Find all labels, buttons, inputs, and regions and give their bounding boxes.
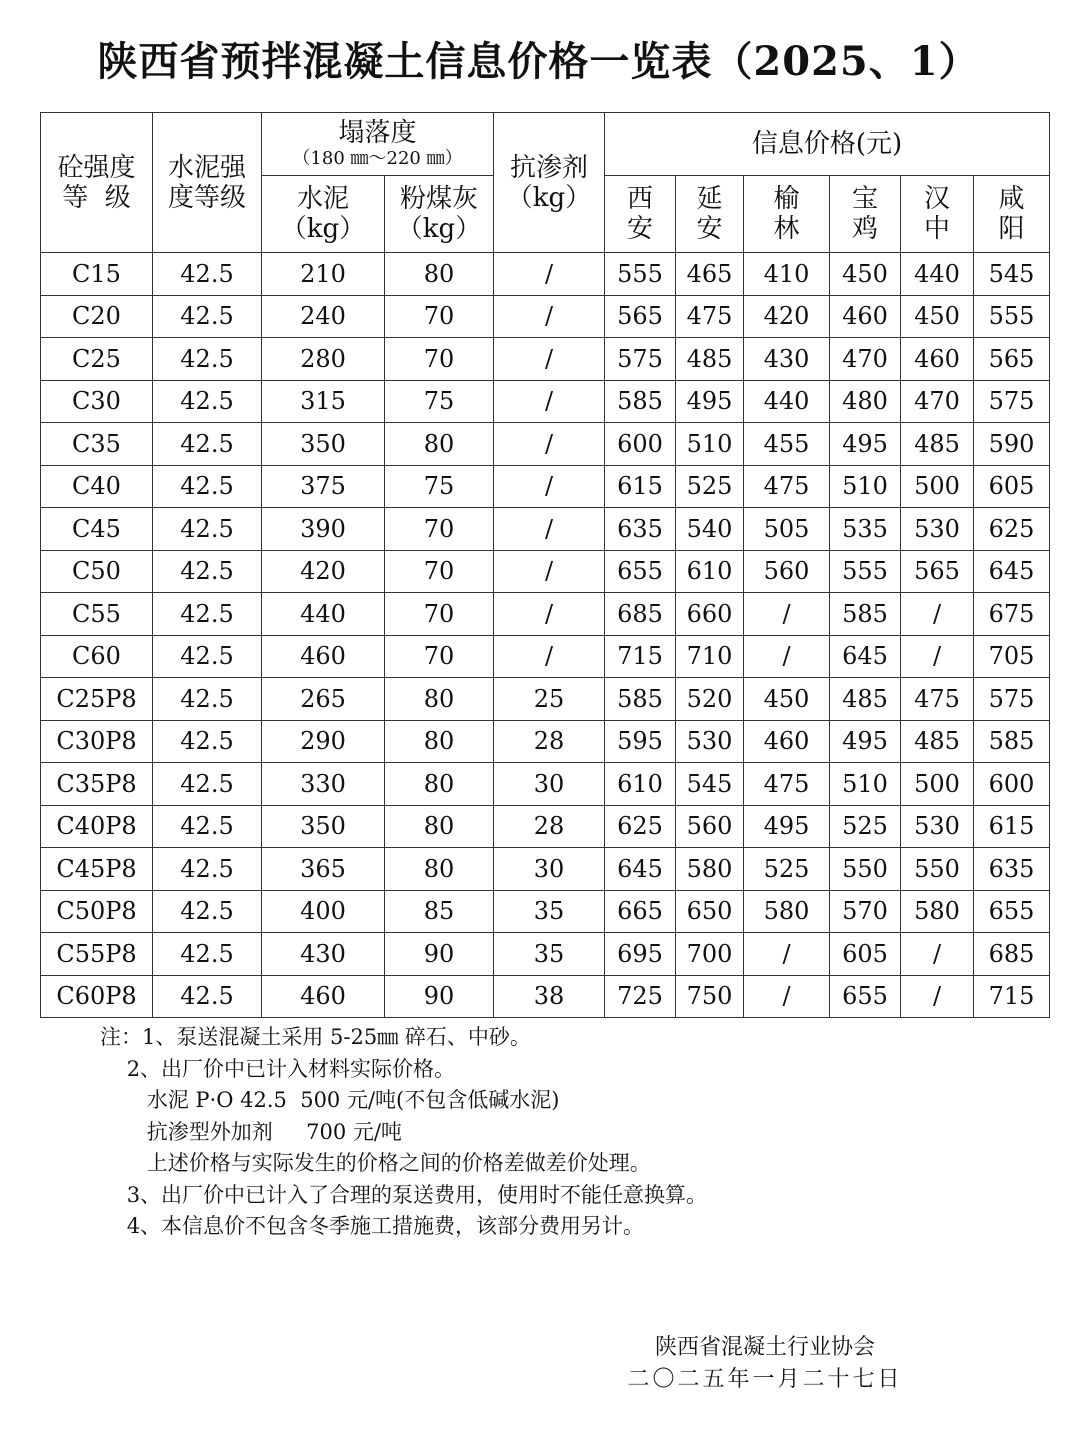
note-line: 3、出厂价中已计入了合理的泵送费用，使用时不能任意换算。	[100, 1182, 708, 1207]
cell-price-xianyang: 645	[974, 550, 1050, 593]
cell-price-xian: 615	[605, 465, 676, 508]
cell-cement-grade: 42.5	[153, 253, 262, 296]
header-city-baoji: 宝 鸡	[830, 176, 901, 253]
cell-fly-ash-kg: 90	[385, 975, 494, 1018]
table-row	[41, 763, 1050, 806]
cell-price-xianyang: 705	[974, 635, 1050, 678]
header-city-yulin: 榆 林	[744, 176, 830, 253]
cell-grade: C30P8	[41, 720, 153, 763]
cell-cement-grade: 42.5	[153, 890, 262, 933]
cell-price-baoji: 645	[830, 635, 901, 678]
cell-price-baoji: 605	[830, 933, 901, 976]
cell-price-xianyang: 565	[974, 338, 1050, 381]
cell-price-hanzhong: /	[901, 635, 974, 678]
signature	[600, 1332, 930, 1396]
cell-fly-ash-kg: 75	[385, 380, 494, 423]
cell-grade: C20	[41, 295, 153, 338]
page-title: 陕西省预拌混凝土信息价格一览表（2025、1）	[97, 38, 980, 85]
cell-price-yanan: 495	[676, 380, 744, 423]
cell-cement-kg: 210	[262, 253, 385, 296]
cell-impermeable-kg: 28	[494, 720, 605, 763]
cell-price-baoji: 460	[830, 295, 901, 338]
cell-fly-ash-kg: 70	[385, 550, 494, 593]
cell-cement-kg: 375	[262, 465, 385, 508]
cell-price-yulin: 420	[744, 295, 830, 338]
cell-price-xian: 585	[605, 380, 676, 423]
cell-price-xian: 555	[605, 253, 676, 296]
cell-impermeable-kg: /	[494, 508, 605, 551]
cell-fly-ash-kg: 70	[385, 508, 494, 551]
cell-cement-grade: 42.5	[153, 380, 262, 423]
cell-price-yulin: 450	[744, 678, 830, 721]
cell-price-yulin: 495	[744, 805, 830, 848]
cell-cement-kg: 460	[262, 635, 385, 678]
cell-cement-grade: 42.5	[153, 848, 262, 891]
cell-price-yanan: 520	[676, 678, 744, 721]
cell-price-xian: 575	[605, 338, 676, 381]
cell-price-yanan: 465	[676, 253, 744, 296]
cell-price-hanzhong: /	[901, 593, 974, 636]
cell-price-yulin: 525	[744, 848, 830, 891]
cell-price-yanan: 580	[676, 848, 744, 891]
table-row	[41, 465, 1050, 508]
table-row	[41, 338, 1050, 381]
cell-price-xianyang: 715	[974, 975, 1050, 1018]
header-city-yanan: 延 安	[676, 176, 744, 253]
cell-grade: C60	[41, 635, 153, 678]
cell-price-yanan: 545	[676, 763, 744, 806]
cell-price-hanzhong: 550	[901, 848, 974, 891]
cell-price-xian: 645	[605, 848, 676, 891]
cell-cement-kg: 365	[262, 848, 385, 891]
cell-price-xian: 685	[605, 593, 676, 636]
cell-grade: C45	[41, 508, 153, 551]
cell-price-baoji: 495	[830, 720, 901, 763]
cell-cement-kg: 265	[262, 678, 385, 721]
cell-grade: C40	[41, 465, 153, 508]
cell-cement-kg: 350	[262, 805, 385, 848]
table-row	[41, 295, 1050, 338]
cell-price-xian: 665	[605, 890, 676, 933]
cell-price-xian: 695	[605, 933, 676, 976]
cell-price-hanzhong: 580	[901, 890, 974, 933]
table-row	[41, 423, 1050, 466]
cell-fly-ash-kg: 80	[385, 253, 494, 296]
cell-cement-kg: 350	[262, 423, 385, 466]
table-row	[41, 678, 1050, 721]
cell-price-xian: 585	[605, 678, 676, 721]
cell-cement-kg: 315	[262, 380, 385, 423]
cell-fly-ash-kg: 80	[385, 805, 494, 848]
cell-grade: C40P8	[41, 805, 153, 848]
table-row	[41, 593, 1050, 636]
cell-grade: C55	[41, 593, 153, 636]
cell-fly-ash-kg: 85	[385, 890, 494, 933]
cell-price-xianyang: 590	[974, 423, 1050, 466]
cell-price-xian: 725	[605, 975, 676, 1018]
cell-fly-ash-kg: 70	[385, 593, 494, 636]
header-grade: 砼强度 等 级	[41, 113, 153, 253]
cell-grade: C35	[41, 423, 153, 466]
cell-fly-ash-kg: 80	[385, 678, 494, 721]
cell-grade: C60P8	[41, 975, 153, 1018]
cell-price-yanan: 650	[676, 890, 744, 933]
cell-price-baoji: 510	[830, 763, 901, 806]
cell-price-xian: 655	[605, 550, 676, 593]
cell-cement-kg: 400	[262, 890, 385, 933]
cell-price-baoji: 570	[830, 890, 901, 933]
cell-price-xian: 610	[605, 763, 676, 806]
table-row	[41, 253, 1050, 296]
cell-price-yulin: 475	[744, 763, 830, 806]
table-row	[41, 635, 1050, 678]
cell-cement-kg: 290	[262, 720, 385, 763]
cell-impermeable-kg: /	[494, 423, 605, 466]
note-line: 抗渗型外加剂 700 元/吨	[100, 1119, 402, 1144]
notes	[100, 1022, 1000, 1243]
cell-price-hanzhong: 440	[901, 253, 974, 296]
cell-price-baoji: 585	[830, 593, 901, 636]
header-price-group: 信息价格(元)	[605, 113, 1050, 176]
cell-grade: C35P8	[41, 763, 153, 806]
cell-impermeable-kg: 28	[494, 805, 605, 848]
header-slump: 塌落度 （180 ㎜～220 ㎜）	[262, 113, 494, 176]
cell-grade: C25P8	[41, 678, 153, 721]
table-row	[41, 890, 1050, 933]
cell-cement-grade: 42.5	[153, 423, 262, 466]
cell-cement-grade: 42.5	[153, 720, 262, 763]
cell-impermeable-kg: 25	[494, 678, 605, 721]
cell-grade: C25	[41, 338, 153, 381]
cell-impermeable-kg: /	[494, 635, 605, 678]
cell-price-yulin: 580	[744, 890, 830, 933]
cell-price-xianyang: 615	[974, 805, 1050, 848]
cell-impermeable-kg: 38	[494, 975, 605, 1018]
table-row	[41, 805, 1050, 848]
cell-price-xianyang: 575	[974, 380, 1050, 423]
table-row	[41, 848, 1050, 891]
cell-price-baoji: 470	[830, 338, 901, 381]
table-row	[41, 508, 1050, 551]
cell-price-baoji: 525	[830, 805, 901, 848]
cell-cement-kg: 280	[262, 338, 385, 381]
table-row	[41, 933, 1050, 976]
cell-price-baoji: 485	[830, 678, 901, 721]
cell-price-yanan: 660	[676, 593, 744, 636]
table-row	[41, 550, 1050, 593]
cell-grade: C50P8	[41, 890, 153, 933]
cell-price-xian: 600	[605, 423, 676, 466]
cell-price-baoji: 495	[830, 423, 901, 466]
cell-price-baoji: 655	[830, 975, 901, 1018]
table-body	[41, 253, 1050, 1018]
cell-price-xian: 625	[605, 805, 676, 848]
header-cement-grade: 水泥强 度等级	[153, 113, 262, 253]
cell-price-yulin: 505	[744, 508, 830, 551]
cell-cement-kg: 240	[262, 295, 385, 338]
cell-cement-kg: 390	[262, 508, 385, 551]
cell-price-yulin: 455	[744, 423, 830, 466]
cell-price-baoji: 555	[830, 550, 901, 593]
note-line: 2、出厂价中已计入材料实际价格。	[100, 1056, 456, 1081]
cell-price-xianyang: 545	[974, 253, 1050, 296]
cell-price-yanan: 475	[676, 295, 744, 338]
cell-cement-grade: 42.5	[153, 338, 262, 381]
cell-price-yanan: 530	[676, 720, 744, 763]
cell-price-yulin: /	[744, 593, 830, 636]
cell-price-baoji: 450	[830, 253, 901, 296]
signature-date: 二〇二五年一月二十七日	[627, 1367, 903, 1392]
note-line: 4、本信息价不包含冬季施工措施费，该部分费用另计。	[100, 1214, 645, 1238]
cell-cement-grade: 42.5	[153, 550, 262, 593]
cell-price-yulin: 440	[744, 380, 830, 423]
cell-impermeable-kg: /	[494, 338, 605, 381]
cell-price-xianyang: 575	[974, 678, 1050, 721]
note-line: 水泥 P·O 42.5 500 元/吨(不包含低碱水泥)	[100, 1088, 560, 1112]
cell-fly-ash-kg: 75	[385, 465, 494, 508]
cell-price-yanan: 700	[676, 933, 744, 976]
cell-price-hanzhong: 565	[901, 550, 974, 593]
cell-price-xianyang: 625	[974, 508, 1050, 551]
cell-cement-grade: 42.5	[153, 593, 262, 636]
cell-price-yulin: 460	[744, 720, 830, 763]
cell-fly-ash-kg: 80	[385, 763, 494, 806]
cell-price-yanan: 485	[676, 338, 744, 381]
cell-price-xian: 565	[605, 295, 676, 338]
header-impermeable: 抗渗剂 （kg）	[494, 113, 605, 253]
cell-price-yulin: /	[744, 975, 830, 1018]
cell-cement-grade: 42.5	[153, 508, 262, 551]
cell-cement-kg: 440	[262, 593, 385, 636]
cell-cement-grade: 42.5	[153, 805, 262, 848]
cell-price-yulin: 430	[744, 338, 830, 381]
header-fly-ash: 粉煤灰 （kg）	[385, 176, 494, 253]
cell-cement-grade: 42.5	[153, 295, 262, 338]
header-cement: 水泥 （kg）	[262, 176, 385, 253]
cell-price-yanan: 560	[676, 805, 744, 848]
cell-price-xianyang: 685	[974, 933, 1050, 976]
cell-price-xianyang: 635	[974, 848, 1050, 891]
cell-price-xianyang: 600	[974, 763, 1050, 806]
cell-cement-kg: 430	[262, 933, 385, 976]
cell-price-yulin: 475	[744, 465, 830, 508]
price-table	[40, 112, 1050, 1018]
cell-cement-kg: 420	[262, 550, 385, 593]
cell-price-xianyang: 605	[974, 465, 1050, 508]
cell-impermeable-kg: /	[494, 465, 605, 508]
cell-impermeable-kg: /	[494, 380, 605, 423]
cell-impermeable-kg: /	[494, 253, 605, 296]
cell-price-baoji: 550	[830, 848, 901, 891]
cell-price-yanan: 610	[676, 550, 744, 593]
table-row	[41, 720, 1050, 763]
cell-price-xianyang: 675	[974, 593, 1050, 636]
cell-grade: C50	[41, 550, 153, 593]
cell-impermeable-kg: 30	[494, 763, 605, 806]
cell-grade: C55P8	[41, 933, 153, 976]
cell-impermeable-kg: /	[494, 295, 605, 338]
cell-price-hanzhong: /	[901, 975, 974, 1018]
cell-price-hanzhong: 485	[901, 720, 974, 763]
header-city-xian: 西 安	[605, 176, 676, 253]
cell-price-baoji: 510	[830, 465, 901, 508]
cell-price-xianyang: 655	[974, 890, 1050, 933]
cell-price-hanzhong: 530	[901, 508, 974, 551]
cell-cement-grade: 42.5	[153, 465, 262, 508]
cell-price-yulin: 410	[744, 253, 830, 296]
cell-price-yanan: 540	[676, 508, 744, 551]
cell-price-yanan: 525	[676, 465, 744, 508]
cell-price-xian: 595	[605, 720, 676, 763]
cell-fly-ash-kg: 80	[385, 423, 494, 466]
cell-impermeable-kg: /	[494, 550, 605, 593]
cell-price-xianyang: 585	[974, 720, 1050, 763]
signature-org: 陕西省混凝土行业协会	[654, 1335, 875, 1360]
header-city-xianyang: 咸 阳	[974, 176, 1050, 253]
cell-fly-ash-kg: 90	[385, 933, 494, 976]
cell-cement-grade: 42.5	[153, 933, 262, 976]
cell-price-yulin: /	[744, 635, 830, 678]
cell-price-hanzhong: 470	[901, 380, 974, 423]
cell-fly-ash-kg: 70	[385, 338, 494, 381]
cell-price-xianyang: 555	[974, 295, 1050, 338]
table-row	[41, 380, 1050, 423]
cell-price-yanan: 750	[676, 975, 744, 1018]
cell-impermeable-kg: 30	[494, 848, 605, 891]
cell-grade: C45P8	[41, 848, 153, 891]
cell-price-hanzhong: 500	[901, 465, 974, 508]
cell-price-xian: 635	[605, 508, 676, 551]
cell-price-hanzhong: 530	[901, 805, 974, 848]
cell-price-yulin: 560	[744, 550, 830, 593]
cell-price-hanzhong: 485	[901, 423, 974, 466]
cell-price-hanzhong: 475	[901, 678, 974, 721]
cell-cement-grade: 42.5	[153, 635, 262, 678]
cell-price-baoji: 535	[830, 508, 901, 551]
cell-impermeable-kg: /	[494, 593, 605, 636]
cell-price-baoji: 480	[830, 380, 901, 423]
cell-price-hanzhong: /	[901, 933, 974, 976]
cell-grade: C15	[41, 253, 153, 296]
cell-price-yanan: 710	[676, 635, 744, 678]
cell-price-xian: 715	[605, 635, 676, 678]
cell-price-yulin: /	[744, 933, 830, 976]
cell-fly-ash-kg: 80	[385, 848, 494, 891]
table-row	[41, 975, 1050, 1018]
cell-price-hanzhong: 460	[901, 338, 974, 381]
note-line: 上述价格与实际发生的价格之间的价格差做差价处理。	[100, 1151, 651, 1175]
cell-impermeable-kg: 35	[494, 890, 605, 933]
cell-cement-grade: 42.5	[153, 678, 262, 721]
cell-fly-ash-kg: 70	[385, 295, 494, 338]
cell-cement-kg: 460	[262, 975, 385, 1018]
cell-impermeable-kg: 35	[494, 933, 605, 976]
note-line: 注：1、泵送混凝土采用 5-25㎜ 碎石、中砂。	[100, 1025, 531, 1049]
cell-grade: C30	[41, 380, 153, 423]
cell-fly-ash-kg: 70	[385, 635, 494, 678]
cell-fly-ash-kg: 80	[385, 720, 494, 763]
cell-cement-kg: 330	[262, 763, 385, 806]
cell-price-hanzhong: 450	[901, 295, 974, 338]
cell-price-hanzhong: 500	[901, 763, 974, 806]
cell-cement-grade: 42.5	[153, 763, 262, 806]
cell-cement-grade: 42.5	[153, 975, 262, 1018]
header-city-hanzhong: 汉 中	[901, 176, 974, 253]
cell-price-yanan: 510	[676, 423, 744, 466]
